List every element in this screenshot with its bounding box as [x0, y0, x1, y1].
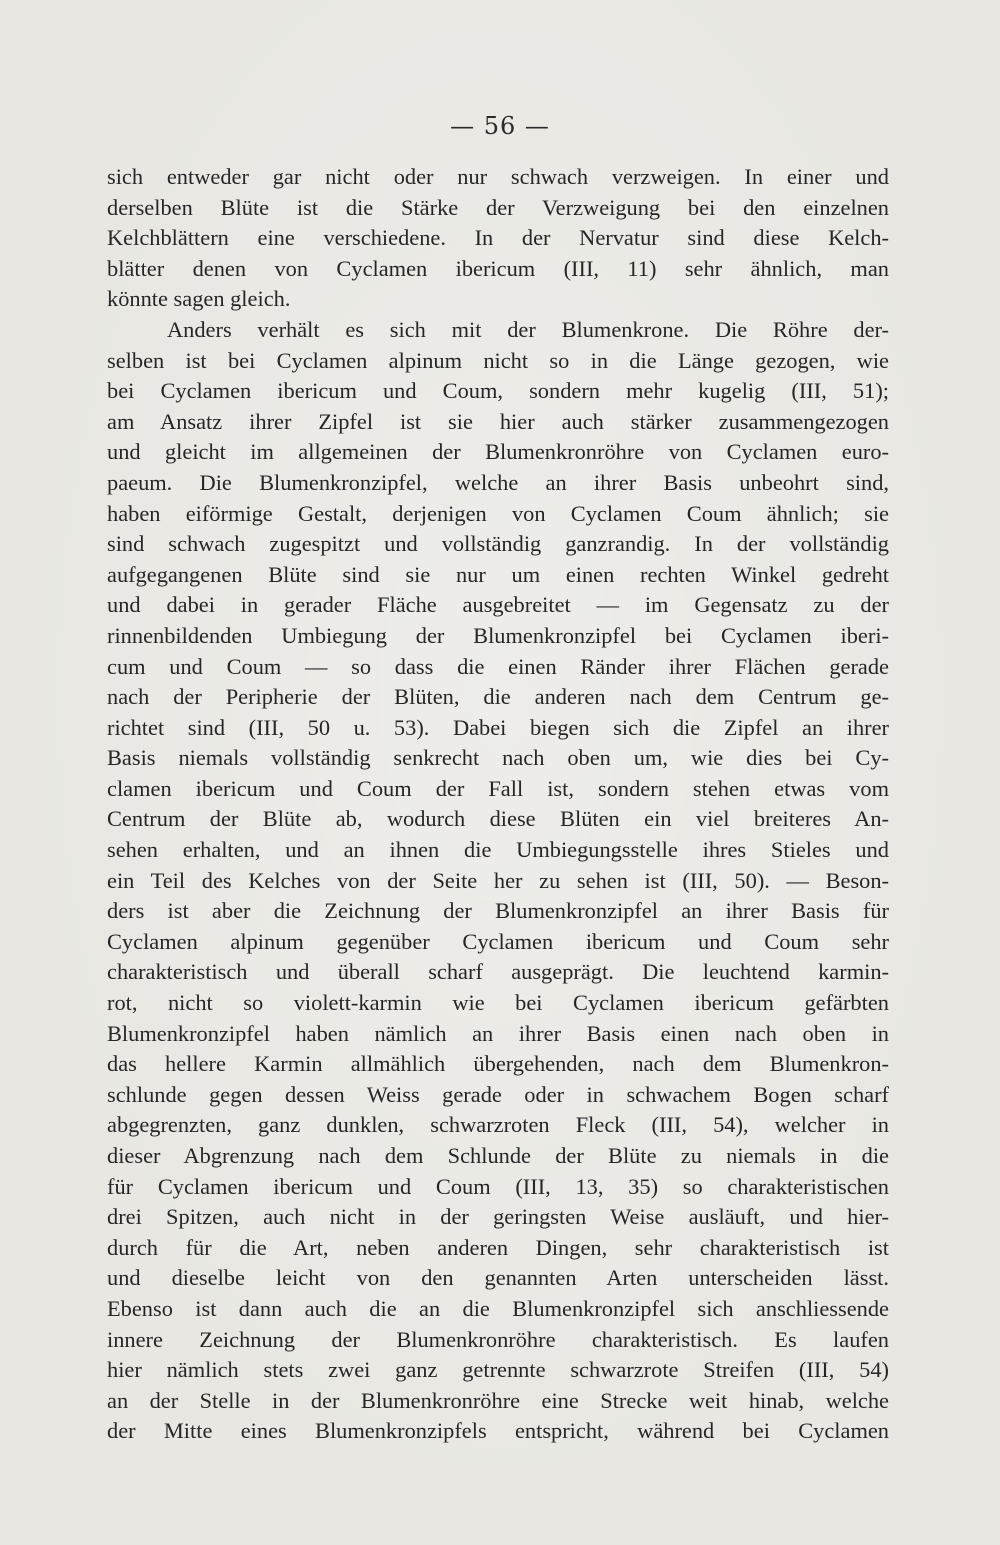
- text-line: sind schwach zugespitzt und vollständig ganzrandig. In der vollständig: [107, 531, 889, 557]
- text-line: paeum. Die Blumenkronzipfel, welche an ihrer Basis unbeohrt sind,: [107, 469, 889, 495]
- text-line: schlunde gegen dessen Weiss gerade oder in schwachem Bogen scharf: [107, 1081, 889, 1107]
- text-line: charakteristisch und überall scharf ausgeprägt. Die leuchtend karmin-: [107, 959, 889, 985]
- body-text: [107, 162, 889, 1447]
- text-line: Kelchblättern eine verschiedene. In der Nervatur sind diese Kelch-: [107, 225, 889, 251]
- text-line: sich entweder gar nicht oder nur schwach verzweigen. In einer und: [107, 164, 889, 189]
- text-line: nach der Peripherie der Blüten, die anderen nach dem Centrum ge-: [107, 684, 889, 710]
- text-line: drei Spitzen, auch nicht in der geringsten Weise ausläuft, und hier-: [107, 1204, 889, 1230]
- text-line: Cyclamen alpinum gegenüber Cyclamen ibericum und Coum sehr: [107, 928, 889, 954]
- text-line: abgegrenzten, ganz dunklen, schwarzroten Fleck (III, 54), welcher in: [107, 1112, 889, 1138]
- text-line: aufgegangenen Blüte sind sie nur um einen rechten Winkel gedreht: [107, 561, 889, 587]
- paragraph: [107, 315, 889, 1447]
- text-line: und dieselbe leicht von den genannten Arten unterscheiden lässt.: [107, 1265, 889, 1291]
- text-line: cum und Coum — so dass die einen Ränder ihrer Flächen gerade: [107, 653, 889, 679]
- text-line: und dabei in gerader Fläche ausgebreitet — im Gegensatz zu der: [107, 592, 889, 618]
- text-line: richtet sind (III, 50 u. 53). Dabei biegen sich die Zipfel an ihrer: [107, 714, 889, 740]
- text-line: an der Stelle in der Blumenkronröhre eine Strecke weit hinab, welche: [107, 1387, 889, 1413]
- text-line: rot, nicht so violett-karmin wie bei Cyclamen ibericum gefärbten: [107, 990, 889, 1016]
- text-line: könnte sagen gleich.: [107, 286, 291, 312]
- text-line: blätter denen von Cyclamen ibericum (III, 11) sehr ähnlich, man: [107, 255, 889, 281]
- paragraph-container: [107, 162, 889, 1447]
- text-line: für Cyclamen ibericum und Coum (III, 13, 35) so charakteristischen: [107, 1173, 889, 1199]
- text-line: ein Teil des Kelches von der Seite her zu sehen ist (III, 50). — Beson-: [107, 867, 889, 893]
- text-line: selben ist bei Cyclamen alpinum nicht so in die Länge gezogen, wie: [107, 347, 889, 373]
- text-line: dieser Abgrenzung nach dem Schlunde der Blüte zu niemals in die: [107, 1143, 889, 1168]
- page-number: — 56 —: [450, 112, 550, 140]
- text-line: durch für die Art, neben anderen Dingen, sehr charakteristisch ist: [107, 1234, 889, 1260]
- text-line: Ebenso ist dann auch die an die Blumenkronzipfel sich anschliessende: [107, 1295, 889, 1321]
- text-line: Centrum der Blüte ab, wodurch diese Blüten ein viel breiteres An-: [107, 806, 889, 832]
- text-line: am Ansatz ihrer Zipfel ist sie hier auch stärker zusammengezogen: [107, 408, 889, 434]
- text-line: das hellere Karmin allmählich übergehenden, nach dem Blumenkron-: [107, 1051, 889, 1077]
- text-line: rinnenbildenden Umbiegung der Blumenkronzipfel bei Cyclamen iberi-: [107, 622, 889, 648]
- text-line: clamen ibericum und Coum der Fall ist, sondern stehen etwas vom: [107, 775, 889, 801]
- text-line: sehen erhalten, und an ihnen die Umbiegungsstelle ihres Stieles und: [107, 837, 889, 863]
- text-line: Anders verhält es sich mit der Blumenkrone. Die Röhre der-: [167, 316, 889, 342]
- text-line: der Mitte eines Blumenkronzipfels entspricht, während bei Cyclamen: [107, 1418, 889, 1444]
- text-line: derselben Blüte ist die Stärke der Verzweigung bei den einzelnen: [107, 194, 889, 220]
- paragraph: [107, 162, 889, 315]
- text-line: innere Zeichnung der Blumenkronröhre charakteristisch. Es laufen: [107, 1326, 889, 1352]
- text-line: Blumenkronzipfel haben nämlich an ihrer Basis einen nach oben in: [107, 1020, 889, 1046]
- text-line: und gleicht im allgemeinen der Blumenkronröhre von Cyclamen euro-: [107, 439, 889, 465]
- text-line: bei Cyclamen ibericum und Coum, sondern mehr kugelig (III, 51);: [107, 378, 889, 404]
- text-line: haben eiförmige Gestalt, derjenigen von Cyclamen Coum ähnlich; sie: [107, 500, 889, 526]
- text-line: Basis niemals vollständig senkrecht nach oben um, wie dies bei Cy-: [107, 745, 889, 771]
- text-line: ders ist aber die Zeichnung der Blumenkronzipfel an ihrer Basis für: [107, 898, 889, 924]
- text-line: hier nämlich stets zwei ganz getrennte schwarzrote Streifen (III, 54): [107, 1357, 889, 1383]
